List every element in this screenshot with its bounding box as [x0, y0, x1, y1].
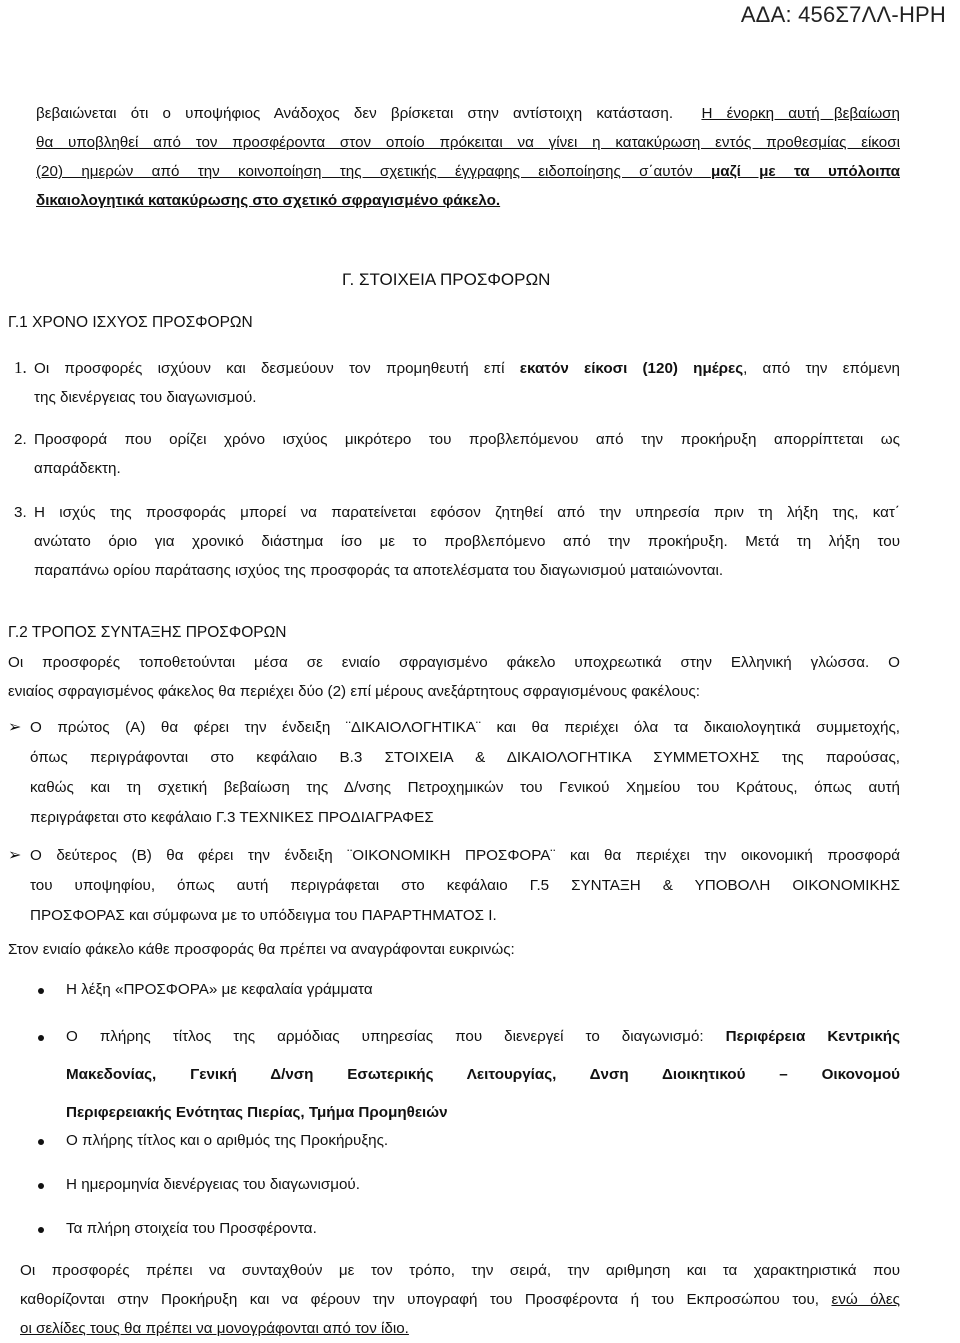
intro-line1b: Η ένορκη αυτή βεβαίωση — [701, 105, 900, 122]
arrow-item-2-line3: ΠΡΟΣΦΟΡΑΣ και σύμφωνα με το υπόδειγμα του ΠΑΡΑΡΤΗΜΑΤΟΣ Ι. — [30, 907, 497, 924]
intro-line4: δικαιολογητικά κατακύρωσης στο σχετικό σφραγισμένο φάκελο. — [36, 192, 501, 209]
g1-item-2-number: 2. — [14, 431, 27, 448]
bullet-item-3-text: Ο πλήρης τίτλος και ο αριθμός της Προκήρυξης. — [66, 1132, 389, 1149]
g2-p4-line2b: ενώ όλες — [831, 1291, 900, 1308]
intro-line2: θα υποβληθεί από τον προσφέροντα στον οποίο πρόκειται να γίνει η κατακύρωση εντός προθεσμίας είκοσι — [36, 134, 900, 151]
arrow-item-1-line2: όπως περιγράφονται στο κεφάλαιο Β.3 ΣΤΟΙΧΕΙΑ & ΔΙΚΑΙΟΛΟΓΗΤΙΚΑ ΣΥΜΜΕΤΟΧΗΣ της παρούσας, — [30, 749, 900, 766]
arrow-item-1-line1: Ο πρώτος (Α) θα φέρει την ένδειξη ¨ΔΙΚΑΙΟΛΟΓΗΤΙΚΑ¨ και θα περιέχει όλα τα δικαιολογητικά συμμετοχής, — [30, 719, 900, 736]
g2-paragraph-4 — [20, 1256, 900, 1343]
g1-item-1 — [14, 353, 900, 412]
g2-paragraph-3: Στον ενιαίο φάκελο κάθε προσφοράς θα πρέπει να αναγράφονται ευκρινώς: — [8, 941, 515, 958]
arrow-item-2-line1: Ο δεύτερος (Β) θα φέρει την ένδειξη ¨ΟΙΚΟΝΟΜΙΚΗ ΠΡΟΣΦΟΡΑ¨ και θα περιέχει την οικονομική προσφορά — [30, 847, 900, 864]
g1-title: Γ.1 ΧΡΟΝΟ ΙΣΧΥΟΣ ΠΡΟΣΦΟΡΩΝ — [8, 314, 253, 331]
bullet-item-2-text-a: Ο πλήρης τίτλος της αρμόδιας υπηρεσίας που διενεργεί το διαγωνισμό: — [66, 1028, 704, 1045]
arrow-bullet-icon: ➢ — [8, 719, 22, 736]
g1-item-3-text-c: παραπάνω ορίου παράτασης ισχύος της προσφοράς τα αποτελέσματα του διαγωνισμού ματαιώνονται. — [34, 562, 724, 579]
g1-item-1-text-d: της διενέργειας του διαγωνισμού. — [34, 389, 257, 406]
g1-item-2-text-b: απαράδεκτη. — [34, 460, 121, 477]
bullet-dot-icon — [38, 1183, 44, 1189]
intro-paragraph — [36, 99, 900, 215]
arrow-item-2 — [8, 841, 900, 931]
g1-item-3-number: 3. — [14, 504, 27, 521]
arrow-item-1 — [8, 713, 900, 833]
g2-p4-line2a: καθορίζονται στην Προκήρυξη και να φέρουν την υπογραφή του Προσφέροντα ή του Εκπροσώπου του, — [20, 1291, 820, 1308]
g1-item-2-text-a: Προσφορά που ορίζει χρόνο ισχύος μικρότερο του προβλεπόμενου από την προκήρυξη απορρίπτεται ως — [34, 431, 900, 448]
intro-line3a: (20) ημερών από την κοινοποίηση της σχετικής έγγραφης ειδοποίησης σ΄αυτόν — [36, 163, 693, 180]
g2-p1-line1: Οι προσφορές τοποθετούνται μέσα σε ενιαίο σφραγισμένο φάκελο υποχρεωτικά στην Ελληνική γλώσσα. Ο — [8, 654, 900, 671]
g1-item-1-number: 1. — [14, 358, 27, 377]
ada-code: ΑΔΑ: 456Σ7ΛΛ-ΗΡΗ — [740, 2, 946, 27]
bullet-item-1 — [38, 975, 900, 1005]
arrow-item-1-line4: περιγράφεται στο κεφάλαιο Γ.3 ΤΕΧΝΙΚΕΣ ΠΡΟΔΙΑΓΡΑΦΕΣ — [30, 809, 434, 826]
g2-p4-line1: Οι προσφορές πρέπει να συνταχθούν με τον τρόπο, την σειρά, την αριθμηση και τα χαρακτηριστικά που — [20, 1262, 900, 1279]
bullet-dot-icon — [38, 988, 44, 994]
intro-line3b: μαζί με τα υπόλοιπα — [710, 163, 900, 180]
bullet-dot-icon — [38, 1035, 44, 1041]
bullet-item-2-bold-d: Περιφερειακής Ενότητας Πιερίας, Τμήμα Προμηθειών — [66, 1104, 448, 1121]
bullet-item-3 — [38, 1126, 900, 1156]
arrow-item-2-line2: του υποψηφίου, όπως αυτή περιγράφεται στο κεφάλαιο Γ.5 ΣΥΝΤΑΞΗ & ΥΠΟΒΟΛΗ ΟΙΚΟΝΟΜΙΚΗΣ — [30, 877, 900, 894]
bullet-dot-icon — [38, 1227, 44, 1233]
g1-item-2 — [14, 425, 900, 483]
g1-item-3-text-b: ανώτατο όριο για χρονικό διάστημα ίσο με το προβλεπόμενο από την προκήρυξη. Μετά τη λήξη του — [34, 533, 900, 550]
bullet-item-5-text: Τα πλήρη στοιχεία του Προσφέροντα. — [66, 1220, 317, 1237]
bullet-item-1-text: Η λέξη «ΠΡΟΣΦΟΡΑ» με κεφαλαία γράμματα — [66, 981, 373, 998]
bullet-item-5 — [38, 1214, 900, 1244]
arrow-item-1-line3: καθώς και τη σχετική βεβαίωση της Δ/νσης Πετροχημικών του Γενικού Χημείου του Κράτους, όπως αυτή — [30, 779, 900, 796]
g2-p4-line3: οι σελίδες τους θα πρέπει να μονογράφονται από τον ίδιο. — [20, 1320, 409, 1337]
bullet-item-4 — [38, 1170, 900, 1200]
g1-item-3 — [14, 498, 900, 585]
g1-item-3-text-a: Η ισχύς της προσφοράς μπορεί να παρατείνεται εφόσον ζητηθεί από την υπηρεσία πριν τη λήξη της, κατ΄ — [34, 504, 900, 521]
bullet-item-4-text: Η ημερομηνία διενέργειας του διαγωνισμού. — [66, 1176, 360, 1193]
g1-item-1-bold: εκατόν είκοσι (120) ημέρες — [519, 360, 744, 377]
g2-paragraph-1 — [8, 648, 900, 706]
g1-item-1-text-c: , από την επόμενη — [743, 360, 900, 377]
g1-item-1-text-a: Οι προσφορές ισχύουν και δεσμεύουν τον προμηθευτή επί — [34, 360, 505, 377]
g2-title: Γ.2 ΤΡΟΠΟΣ ΣΥΝΤΑΞΗΣ ΠΡΟΣΦΟΡΩΝ — [8, 624, 287, 641]
bullet-dot-icon — [38, 1139, 44, 1145]
g2-p1-line2: ενιαίος σφραγισμένος φάκελος θα περιέχει δύο (2) επί μέρους ανεξάρτητους σφραγισμένους φακέλους: — [8, 683, 700, 700]
arrow-bullet-icon: ➢ — [8, 847, 22, 864]
intro-line1a: βεβαιώνεται ότι ο υποψήφιος Ανάδοχος δεν βρίσκεται στην αντίστοιχη κατάσταση. — [36, 105, 674, 122]
section-title: Γ. ΣΤΟΙΧΕΙΑ ΠΡΟΣΦΟΡΩΝ — [342, 270, 551, 289]
bullet-item-2-bold-c: Μακεδονίας, Γενική Δ/νση Εσωτερικής Λειτουργίας, Δνση Διοικητικού – Οικονομού — [66, 1066, 900, 1083]
bullet-item-2 — [38, 1022, 900, 1128]
bullet-item-2-bold-b: Περιφέρεια Κεντρικής — [725, 1028, 900, 1045]
